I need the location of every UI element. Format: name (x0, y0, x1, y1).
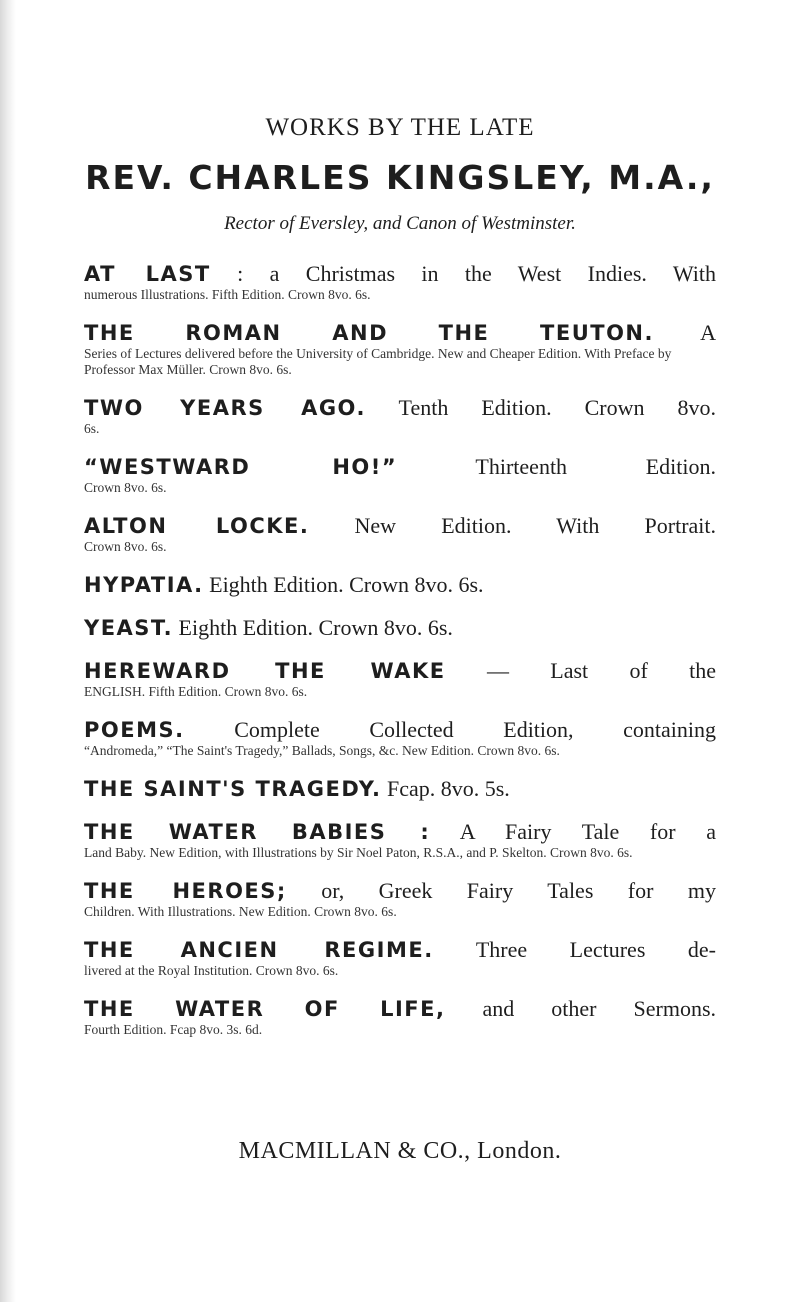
book-line: Thirteenth Edition. (475, 454, 717, 479)
book-line: Complete Collected Edition, containing (234, 717, 716, 742)
book-title: THE WATER OF LIFE, (84, 997, 446, 1021)
book-line: Fcap. 8vo. 5s. (386, 776, 510, 801)
book-title: ALTON LOCKE. (84, 514, 310, 538)
book-line: : a Christmas in the West Indies. With (237, 261, 716, 286)
book-title: THE WATER BABIES : (84, 820, 431, 844)
book-line: A Fairy Tale for a (459, 819, 716, 844)
book-details: Land Baby. New Edition, with Illustrations by Sir Noel Paton, R.S.A., and P. Skelton. Crown 8vo. 6s. (84, 845, 633, 860)
book-entry (84, 878, 716, 920)
book-entry (84, 572, 716, 598)
book-title: TWO YEARS AGO. (84, 396, 366, 420)
book-line: and other Sermons. (482, 996, 717, 1021)
book-entry (84, 513, 716, 555)
book-details: ENGLISH. Fifth Edition. Crown 8vo. 6s. (84, 684, 308, 699)
book-title: THE SAINT'S TRAGEDY. (84, 777, 382, 801)
book-title: THE ANCIEN REGIME. (84, 938, 434, 962)
book-line: — Last of the (486, 658, 717, 683)
book-details: Series of Lectures delivered before the University of Cambridge. New and Cheaper Edition. With Preface by Professor Max Müller. Crown 8vo. 6s. (84, 346, 672, 377)
book-entry (84, 615, 716, 641)
book-line: Three Lectures de- (475, 937, 716, 962)
publisher-imprint: MACMILLAN & CO., London. (238, 1138, 562, 1164)
book-entry (84, 395, 716, 437)
book-line: Tenth Edition. Crown 8vo. (398, 395, 716, 420)
book-entry (84, 454, 716, 496)
author-subtitle: Rector of Eversley, and Canon of Westminster. (224, 213, 576, 234)
book-title: THE ROMAN AND THE TEUTON. (84, 321, 654, 345)
book-line: A (700, 320, 716, 345)
book-entry (84, 717, 716, 759)
book-title: “WESTWARD HO!” (84, 455, 398, 479)
book-entry (84, 320, 716, 378)
book-details: Fourth Edition. Fcap 8vo. 3s. 6d. (84, 1022, 263, 1037)
book-details: numerous Illustrations. Fifth Edition. Crown 8vo. 6s. (84, 287, 371, 302)
book-title: THE HEROES; (84, 879, 287, 903)
book-entry (84, 819, 716, 861)
book-entry (84, 996, 716, 1038)
book-title: YEAST. (84, 616, 174, 640)
book-line: Eighth Edition. Crown 8vo. 6s. (178, 615, 453, 640)
book-entry (84, 937, 716, 979)
book-details: Crown 8vo. 6s. (84, 480, 167, 495)
book-details: Crown 8vo. 6s. (84, 539, 167, 554)
book-line: or, Greek Fairy Tales for my (321, 878, 717, 903)
book-details: 6s. (84, 421, 100, 436)
advertisement-page (84, 114, 716, 1055)
book-entry (84, 261, 716, 303)
book-entry (84, 776, 716, 802)
book-line: Eighth Edition. Crown 8vo. 6s. (209, 572, 484, 597)
book-title: HYPATIA. (84, 573, 204, 597)
works-by-heading: WORKS BY THE LATE (265, 114, 535, 141)
book-details: Children. With Illustrations. New Edition. Crown 8vo. 6s. (84, 904, 397, 919)
book-details: livered at the Royal Institution. Crown 8vo. 6s. (84, 963, 339, 978)
book-title: POEMS. (84, 718, 185, 742)
book-entry (84, 658, 716, 700)
book-line: New Edition. With Portrait. (354, 513, 717, 538)
page-edge-shadow (0, 0, 16, 1302)
book-details: “Andromeda,” “The Saint's Tragedy,” Ballads, Songs, &c. New Edition. Crown 8vo. 6s. (84, 743, 560, 758)
author-name: REV. CHARLES KINGSLEY, M.A., (85, 158, 715, 197)
book-title: AT LAST (84, 262, 211, 286)
book-title: HEREWARD THE WAKE (84, 659, 446, 683)
